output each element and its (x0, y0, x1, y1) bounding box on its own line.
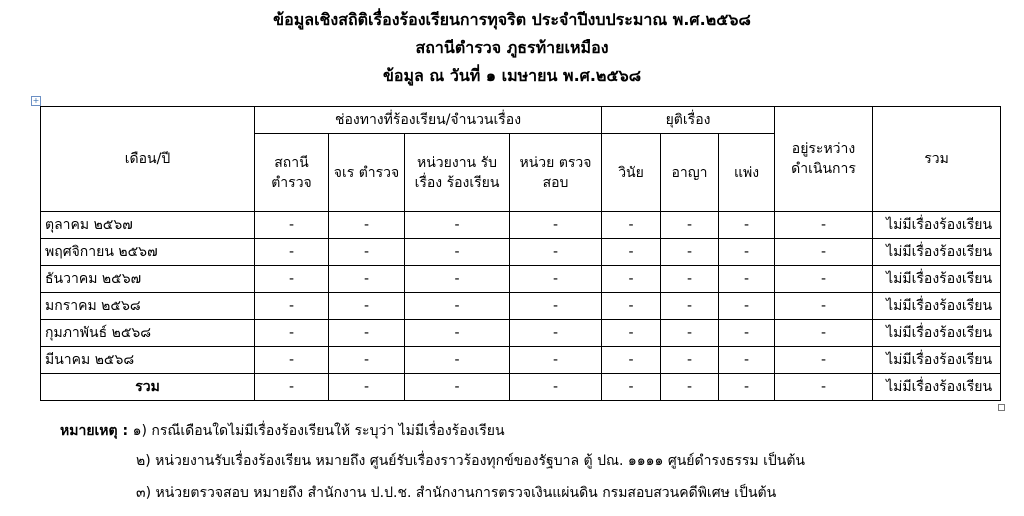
header-disciplinary: วินัย (602, 134, 661, 212)
row-cell: - (602, 374, 661, 401)
row-cell: - (405, 320, 510, 347)
note-2: ๒) หน่วยงานรับเรื่องร้องเรียน หมายถึง ศูนย์รับเรื่องราวร้องทุกข์ของรัฐบาล ตู้ ปณ. ๑๑๑๑ ศูนย์ดำรงธรรม เป็นต้น (136, 453, 805, 469)
row-month: ตุลาคม ๒๕๖๗ (41, 212, 255, 239)
row-total: ไม่มีเรื่องร้องเรียน (873, 239, 1001, 266)
note-3: ๓) หน่วยตรวจสอบ หมายถึง สำนักงาน ป.ป.ช. สำนักงานการตรวจเงินแผ่นดิน กรมสอบสวนคดีพิเศษ เป็นต้น (136, 485, 777, 501)
table-row (41, 293, 1001, 320)
report-title: ข้อมูลเชิงสถิติเรื่องร้องเรียนการทุจริต ประจำปีงบประมาณ พ.ศ.๒๕๖๘ (273, 10, 751, 29)
row-cell: - (329, 239, 405, 266)
row-cell: - (775, 347, 873, 374)
row-cell: - (775, 374, 873, 401)
note-1-line (60, 420, 505, 442)
row-cell: - (661, 239, 719, 266)
row-cell: - (510, 212, 602, 239)
row-cell: - (719, 320, 775, 347)
row-cell: - (329, 347, 405, 374)
row-cell: - (602, 347, 661, 374)
report-date: ข้อมูล ณ วันที่ ๑ เมษายน พ.ศ.๒๕๖๘ (382, 66, 642, 85)
row-cell: - (329, 320, 405, 347)
row-cell: - (405, 239, 510, 266)
row-cell: - (602, 293, 661, 320)
row-month: มกราคม ๒๕๖๘ (41, 293, 255, 320)
table-row (41, 239, 1001, 266)
header-resolved-group: ยุติเรื่อง (602, 107, 775, 134)
row-cell: - (719, 239, 775, 266)
table-move-handle-icon[interactable]: + (32, 96, 40, 105)
row-cell: - (255, 239, 329, 266)
row-cell: - (255, 347, 329, 374)
row-month: ธันวาคม ๒๕๖๗ (41, 266, 255, 293)
row-month: กุมภาพันธ์ ๒๕๖๘ (41, 320, 255, 347)
row-total: ไม่มีเรื่องร้องเรียน (873, 374, 1001, 401)
row-total: ไม่มีเรื่องร้องเรียน (873, 266, 1001, 293)
table-resize-handle-icon[interactable] (998, 404, 1005, 411)
report-title-block (0, 6, 1024, 90)
row-cell: - (719, 212, 775, 239)
row-cell: - (510, 374, 602, 401)
row-cell: - (510, 347, 602, 374)
row-cell: - (719, 266, 775, 293)
table-row (41, 266, 1001, 293)
total-label: รวม (41, 374, 255, 401)
row-cell: - (510, 293, 602, 320)
row-cell: - (510, 320, 602, 347)
row-cell: - (775, 239, 873, 266)
row-total: ไม่มีเรื่องร้องเรียน (873, 320, 1001, 347)
row-cell: - (775, 293, 873, 320)
header-total: รวม (873, 107, 1001, 212)
row-cell: - (255, 212, 329, 239)
header-audit-agency: หน่วย ตรวจสอบ (510, 134, 602, 212)
header-in-progress: อยู่ระหว่าง ดำเนินการ (775, 107, 873, 212)
row-month: มีนาคม ๒๕๖๘ (41, 347, 255, 374)
table-row (41, 320, 1001, 347)
row-cell: - (255, 374, 329, 401)
header-channels-group: ช่องทางที่ร้องเรียน/จำนวนเรื่อง (255, 107, 602, 134)
row-cell: - (329, 293, 405, 320)
header-police-inspector: จเร ตำรวจ (329, 134, 405, 212)
row-cell: - (661, 374, 719, 401)
row-cell: - (602, 320, 661, 347)
row-total: ไม่มีเรื่องร้องเรียน (873, 212, 1001, 239)
row-cell: - (775, 320, 873, 347)
row-cell: - (602, 239, 661, 266)
row-cell: - (719, 293, 775, 320)
row-month: พฤศจิกายน ๒๕๖๗ (41, 239, 255, 266)
row-cell: - (661, 293, 719, 320)
row-cell: - (405, 212, 510, 239)
row-cell: - (255, 293, 329, 320)
row-cell: - (661, 320, 719, 347)
row-cell: - (405, 266, 510, 293)
row-cell: - (719, 347, 775, 374)
table-row (41, 347, 1001, 374)
header-month: เดือน/ปี (41, 107, 255, 212)
header-civil: แพ่ง (719, 134, 775, 212)
row-total: ไม่มีเรื่องร้องเรียน (873, 293, 1001, 320)
row-cell: - (329, 374, 405, 401)
row-cell: - (775, 266, 873, 293)
complaint-statistics-table (40, 106, 1001, 401)
table-total-row (41, 374, 1001, 401)
row-cell: - (661, 212, 719, 239)
header-complaint-agency: หน่วยงาน รับเรื่อง ร้องเรียน (405, 134, 510, 212)
row-cell: - (329, 212, 405, 239)
row-cell: - (775, 212, 873, 239)
header-police-station: สถานี ตำรวจ (255, 134, 329, 212)
row-cell: - (405, 293, 510, 320)
row-cell: - (510, 239, 602, 266)
row-cell: - (255, 266, 329, 293)
row-cell: - (405, 347, 510, 374)
header-criminal: อาญา (661, 134, 719, 212)
row-cell: - (602, 266, 661, 293)
row-cell: - (661, 347, 719, 374)
row-cell: - (661, 266, 719, 293)
row-cell: - (255, 320, 329, 347)
report-station: สถานีตำรวจ ภูธรท้ายเหมือง (415, 38, 609, 57)
row-total: ไม่มีเรื่องร้องเรียน (873, 347, 1001, 374)
table-row (41, 212, 1001, 239)
row-cell: - (329, 266, 405, 293)
row-cell: - (602, 212, 661, 239)
row-cell: - (510, 266, 602, 293)
note-1: ๑) กรณีเดือนใดไม่มีเรื่องร้องเรียนให้ ระบุว่า ไม่มีเรื่องร้องเรียน (132, 423, 505, 439)
row-cell: - (405, 374, 510, 401)
row-cell: - (719, 374, 775, 401)
notes-label: หมายเหตุ : (60, 423, 129, 439)
